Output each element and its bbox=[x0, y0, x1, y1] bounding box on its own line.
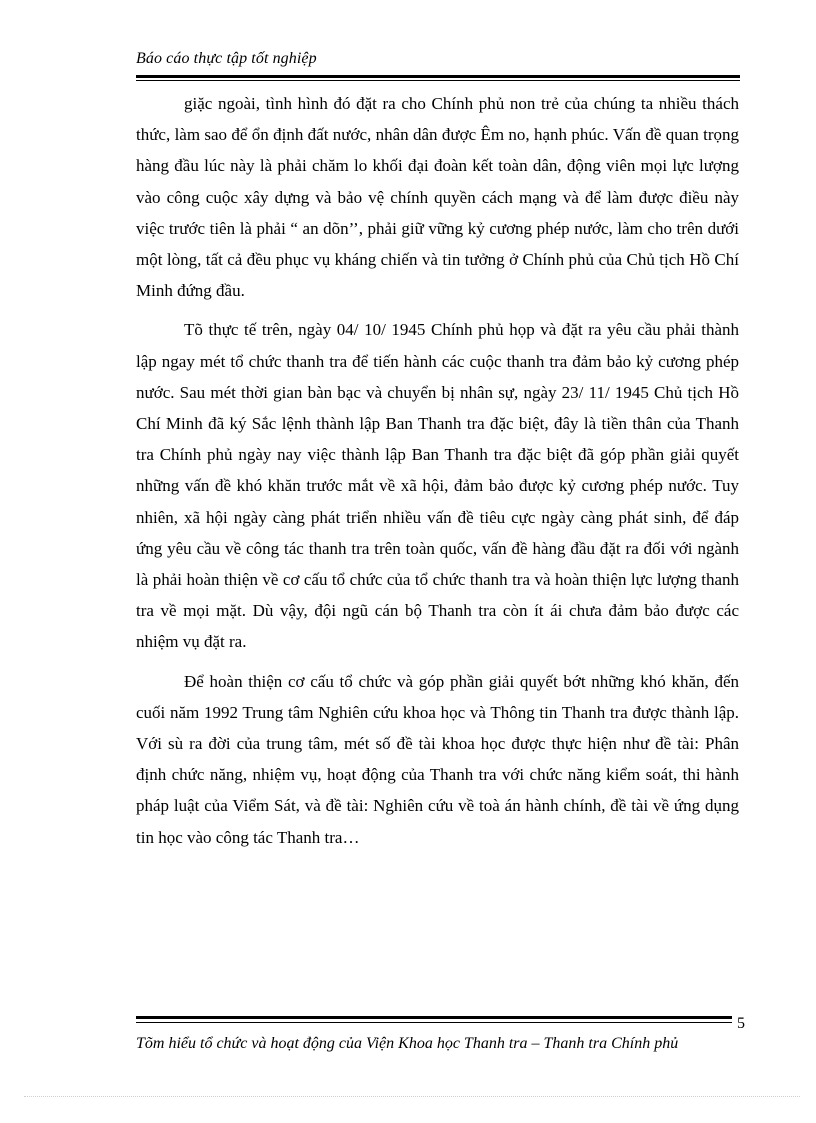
header-rule-thick bbox=[136, 75, 740, 78]
footer-rule-thin bbox=[136, 1022, 732, 1023]
paragraph-1: giặc ngoài, tình hình đó đặt ra cho Chính phủ non trẻ của chúng ta nhiều thách thức, làm sao để ổn định đất nước, nhân dân được Êm no, hạnh phúc. Vấn đề quan trọng hàng đầu lúc này là phải chăm lo khối đại đoàn kết toàn dân, động viên mọi lực lượng vào công cuộc xây dựng và bảo vệ chính quyền cách mạng và để làm được điều này việc trước tiên là phải “ an dõn’’, phải giữ vững kỷ cương phép nước, làm cho trên dưới một lòng, tất cả đều phục vụ kháng chiến và tin tưởng ở Chính phủ của Chủ tịch Hồ Chí Minh đứng đầu. bbox=[136, 94, 739, 301]
paragraph-2: Tõ thực tế trên, ngày 04/ 10/ 1945 Chính phủ họp và đặt ra yêu cầu phải thành lập ngay mét tổ chức thanh tra để tiến hành các cuộc thanh tra đảm bảo kỷ cương phép nước. Sau mét thời gian bàn bạc và chuyển bị nhân sự, ngày 23/ 11/ 1945 Chủ tịch Hồ Chí Minh đã ký Sắc lệnh thành lập Ban Thanh tra đặc biệt, đây là tiền thân của Thanh tra Chính phủ ngày nay việc thành lập Ban Thanh tra đặc biệt đã góp phần giải quyết những vấn đề khó khăn trước mắt về xã hội, đảm bảo được kỷ cương phép nước. Tuy nhiên, xã hội ngày càng phát triển nhiều vấn đề tiêu cực ngày càng phát sinh, để đáp ứng yêu cầu về công tác thanh tra trên toàn quốc, vấn đề hàng đầu đặt ra đối với ngành là phải hoàn thiện về cơ cấu tổ chức của tổ chức thanh tra và hoàn thiện lực lượng thanh tra về mọi mặt. Dù vậy, đội ngũ cán bộ Thanh tra còn ít ái chưa đảm bảo được các nhiệm vụ đặt ra. bbox=[136, 320, 739, 652]
page-edge-divider bbox=[24, 1096, 800, 1097]
footer-rule-thick bbox=[136, 1016, 732, 1019]
paragraph-3: Để hoàn thiện cơ cấu tổ chức và góp phần giải quyết bớt những khó khăn, đến cuối năm 1992 Trung tâm Nghiên cứu khoa học và Thông tin Thanh tra được thành lập. Với sù ra đời của trung tâm, mét số đề tài khoa học được thực hiện như đề tài: Phân định chức năng, nhiệm vụ, hoạt động của Thanh tra với chức năng kiểm soát, thi hành pháp luật của Viểm Sát, và đề tài: Nghiên cứu về toà án hành chính, đề tài về ứng dụng tin học vào công tác Thanh tra… bbox=[136, 671, 739, 847]
body-text bbox=[136, 88, 739, 861]
footer-title: Tõm hiểu tổ chức và hoạt động của Viện Khoa học Thanh tra – Thanh tra Chính phủ bbox=[136, 1035, 679, 1052]
header-title: Báo cáo thực tập tốt nghiệp bbox=[136, 50, 317, 67]
header-rule-thin bbox=[136, 80, 740, 81]
page-number: 5 bbox=[737, 1015, 745, 1032]
